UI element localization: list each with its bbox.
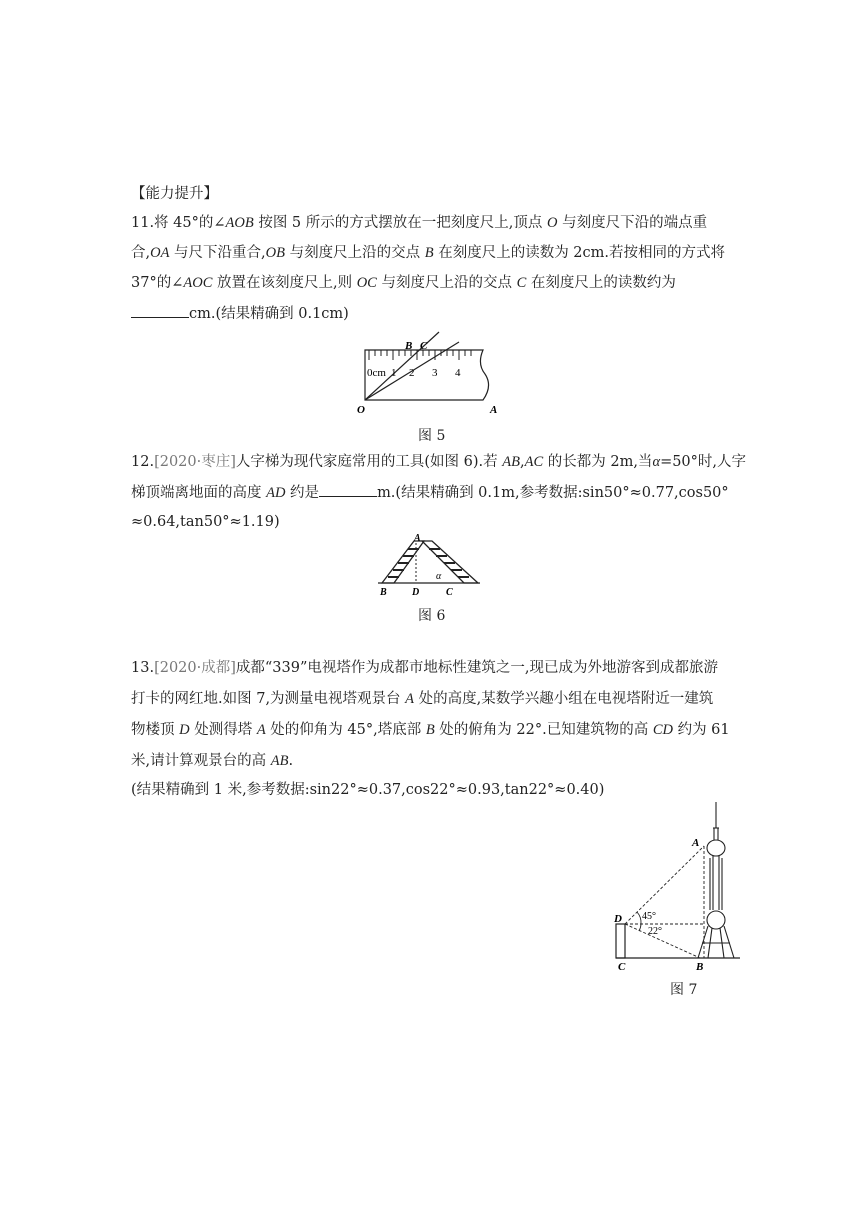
section-title: 【能力提升】	[131, 186, 218, 202]
q13-line-2: 打卡的网红地.如图 7,为测量电视塔观景台 A 处的高度,某数学兴趣小组在电视塔附近一建筑	[131, 691, 714, 707]
q11-line-4: cm.(结果精确到 0.1cm)	[131, 303, 349, 324]
q12-line-1: 12.[2020·枣庄]人字梯为现代家庭常用的工具(如图 6).若 AB,AC 的长都为 2m,当α=50°时,人字	[131, 454, 747, 470]
q11-line-2: 合,OA 与尺下沿重合,OB 与刻度尺上沿的交点 B 在刻度尺上的读数为 2cm.若按相同的方式将	[131, 245, 726, 261]
ladder-figure	[374, 533, 484, 599]
q13-line-1: 13.[2020·成都]成都“339”电视塔作为成都市地标性建筑之一,现已成为外地游客到成都旅游	[131, 660, 718, 676]
ruler-unit-label: 0cm	[367, 367, 386, 379]
source-tag: [2020·成都]	[154, 660, 236, 676]
tick-label-2: 2	[409, 367, 415, 379]
tv-tower-figure	[608, 798, 748, 973]
answer-blank[interactable]	[319, 482, 377, 497]
point-c-label: C	[446, 587, 453, 598]
point-a-label: A	[692, 837, 700, 849]
point-c-label: C	[420, 340, 428, 352]
point-b-label: B	[380, 587, 387, 598]
point-o-label: O	[357, 404, 365, 416]
angle-alpha-label: α	[436, 571, 442, 582]
point-d-label: D	[614, 913, 622, 925]
point-c-label: C	[618, 961, 626, 973]
tick-label-4: 4	[455, 367, 461, 379]
point-b-label: B	[696, 961, 704, 973]
source-tag: [2020·枣庄]	[154, 454, 236, 470]
q13-line-5: (结果精确到 1 米,参考数据:sin22°≈0.37,cos22°≈0.93,tan22°≈0.40)	[131, 782, 605, 798]
q13-line-4: 米,请计算观景台的高 AB.	[131, 753, 294, 769]
point-a-label: A	[414, 533, 421, 544]
q11-line-1: 11.将 45°的∠AOB 按图 5 所示的方式摆放在一把刻度尺上,顶点 O 与刻度尺下沿的端点重	[131, 215, 708, 231]
point-d-label: D	[412, 587, 420, 598]
q12-line-3: ≈0.64,tan50°≈1.19)	[131, 514, 280, 530]
q11-line-3: 37°的∠AOC 放置在该刻度尺上,则 OC 与刻度尺上沿的交点 C 在刻度尺上的读数约为	[131, 275, 676, 291]
figure-5-caption: 图 5	[418, 428, 446, 444]
answer-blank[interactable]	[131, 303, 189, 318]
figure-6-caption: 图 6	[418, 608, 446, 624]
figure-7-caption: 图 7	[670, 982, 698, 998]
angle-22-label: 22°	[648, 926, 662, 937]
tick-label-1: 1	[391, 367, 397, 379]
angle-45-label: 45°	[642, 911, 656, 922]
tick-label-3: 3	[432, 367, 438, 379]
point-a-label: A	[490, 404, 498, 416]
q12-line-2: 梯顶端离地面的高度 AD 约是 m.(结果精确到 0.1m,参考数据:sin50°≈0.77,cos50°	[131, 482, 729, 503]
point-b-label: B	[405, 340, 413, 352]
ruler-figure	[355, 330, 505, 418]
q13-line-3: 物楼顶 D 处测得塔 A 处的仰角为 45°,塔底部 B 处的俯角为 22°.已知建筑物的高 CD 约为 61	[131, 722, 730, 738]
